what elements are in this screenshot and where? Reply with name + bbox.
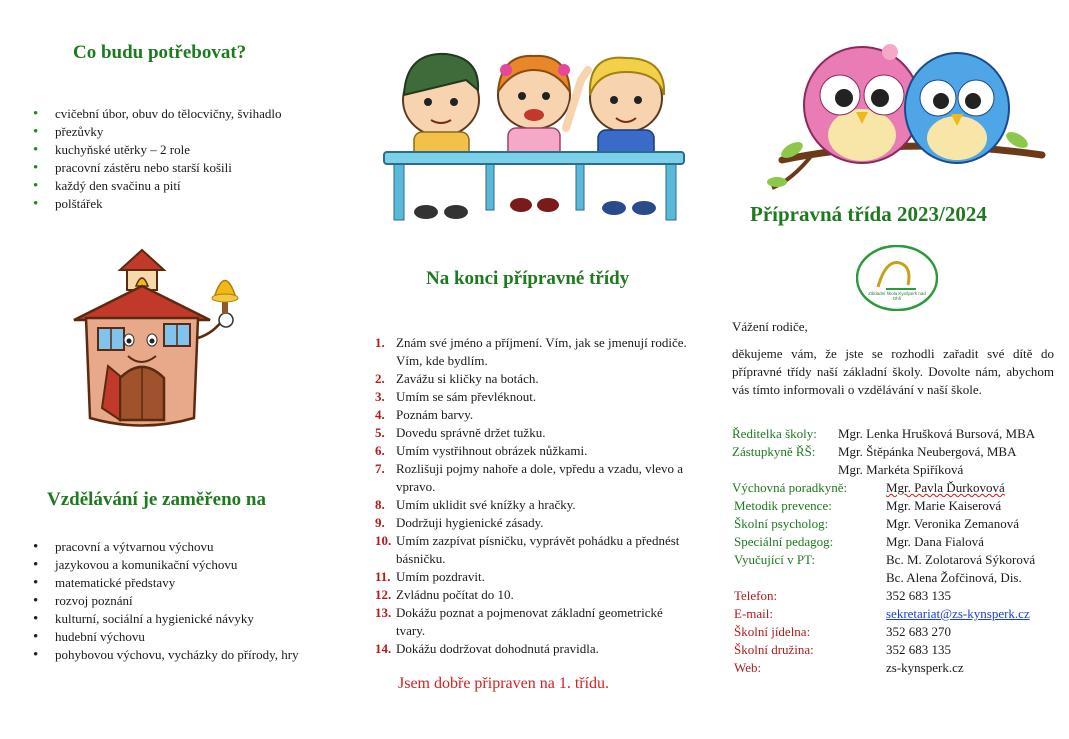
list-item: 2. Zavážu si kličky na botách. [375, 371, 539, 386]
contact-row: Školní jídelna: 352 683 270 [734, 624, 951, 639]
staff-list-b [732, 479, 1062, 587]
contact-row: Telefon: 352 683 135 [734, 588, 951, 603]
list-item: • přezůvky [30, 123, 350, 141]
list-item: • cvičební úbor, obuv do tělocvičny, švihadlo [30, 105, 350, 123]
list-item: 12. Zvládnu počítat do 10. [375, 587, 514, 602]
staff-row: Metodik prevence: Mgr. Marie Kaiserová [734, 498, 1002, 513]
list-item: • kuchyňské utěrky – 2 role [30, 141, 350, 159]
list-item: 13. Dokážu poznat a pojmenovat základní geometrické tvary. [375, 605, 663, 638]
email-link[interactable]: sekretariat@zs-kynsperk.cz [886, 606, 1030, 621]
staff-row: Výchovná poradkyně: Mgr. Pavla Ďurkovová [732, 480, 1005, 495]
goals-list [375, 334, 695, 658]
list-item: 7. Rozlišuji pojmy nahoře a dole, vpředu a vzadu, vlevo a vpravo. [375, 461, 684, 494]
list-item: • hudební výchovu [30, 628, 330, 646]
school-logo-text: Základní škola Kynšperk nad Ohří [868, 291, 926, 301]
staff-row: Mgr. Markéta Spiříková [838, 462, 964, 477]
middle-panel [356, 0, 712, 739]
right-panel [712, 0, 1069, 739]
contact-row: Web: zs-kynsperk.cz [734, 660, 964, 675]
contact-list [734, 587, 1064, 677]
letter-text: děkujeme vám, že jste se rozhodli zařadit své dítě do přípravné třídy naší základní školy. Dovolte nám, abychom vás tímto informovali o vzdělávání v naší škole. [732, 346, 1054, 397]
goals-heading: Na konci přípravné třídy [426, 268, 630, 289]
staff-row: Speciální pedagog: Mgr. Dana Fialová [734, 534, 984, 549]
staff-row: Zástupkyně ŘŠ: Mgr. Štěpánka Neubergová, MBA [732, 444, 1017, 459]
list-item: 14. Dokážu dodržovat dohodnutá pravidla. [375, 641, 599, 656]
list-item: • pohybovou výchovu, vycházky do přírody, hry [30, 646, 330, 664]
page-title: Přípravná třída 2023/2024 [750, 202, 987, 226]
web-link[interactable]: zs-kynsperk.cz [886, 660, 964, 675]
list-item: • pracovní zástěru nebo starší košili [30, 159, 350, 177]
staff-list-a [732, 425, 1062, 479]
owls-illustration [752, 40, 1052, 195]
children-at-desk-illustration [376, 40, 686, 225]
list-item: 8. Umím uklidit své knížky a hračky. [375, 497, 576, 512]
list-item: • rozvoj poznání [30, 592, 330, 610]
staff-row: Bc. Alena Žofčinová, Dis. [886, 570, 1022, 585]
list-item: • polštářek [30, 195, 350, 213]
needs-heading: Co budu potřebovat? [73, 42, 247, 63]
contact-row: E-mail: sekretariat@zs-kynsperk.cz [734, 606, 1030, 621]
list-item: 10. Umím zazpívat písničku, vyprávět pohádku a přednést básničku. [375, 533, 680, 566]
staff-row: Školní psycholog: Mgr. Veronika Zemanová [734, 516, 1019, 531]
left-panel [0, 0, 356, 739]
staff-row: Vyučující v PT: Bc. M. Zolotarová Sýkorová [734, 552, 1036, 567]
contact-row: Školní družina: 352 683 135 [734, 642, 951, 657]
closing-line: Jsem dobře připraven na 1. třídu. [398, 675, 610, 692]
list-item: 5. Dovedu správně držet tužku. [375, 425, 546, 440]
list-item: • matematické představy [30, 574, 330, 592]
list-item: 6. Umím vystřihnout obrázek nůžkami. [375, 443, 588, 458]
needs-list [30, 105, 350, 213]
school-logo-emblem [856, 245, 938, 311]
list-item: 11. Umím pozdravit. [375, 569, 485, 584]
school-logo [856, 245, 938, 311]
list-item: • každý den svačinu a pití [30, 177, 350, 195]
list-item: • kulturní, sociální a hygienické návyky [30, 610, 330, 628]
list-item: 9. Dodržuji hygienické zásady. [375, 515, 544, 530]
greeting: Vážení rodiče, [732, 319, 808, 334]
school-bell-illustration [64, 248, 264, 438]
staff-row: Ředitelka školy: Mgr. Lenka Hrušková Bursová, MBA [732, 426, 1036, 441]
list-item: 4. Poznám barvy. [375, 407, 474, 422]
list-item: 1. Znám své jméno a příjmení. Vím, jak se jmenují rodiče. Vím, kde bydlím. [375, 335, 687, 368]
list-item: 3. Umím se sám převléknout. [375, 389, 537, 404]
focus-heading: Vzdělávání je zaměřeno na [47, 489, 266, 510]
list-item: • jazykovou a komunikační výchovu [30, 556, 330, 574]
focus-list [30, 538, 330, 664]
list-item: • pracovní a výtvarnou výchovu [30, 538, 330, 556]
